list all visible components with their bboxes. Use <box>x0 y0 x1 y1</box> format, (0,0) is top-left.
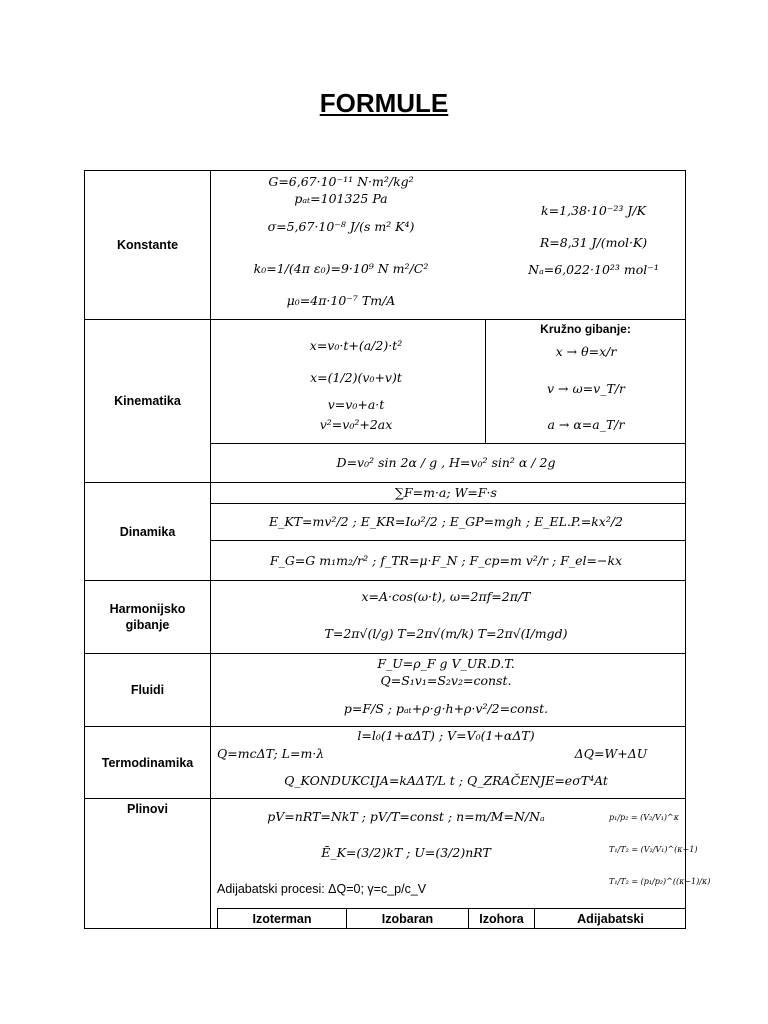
formula-bernoulli: p=F/S ; pₐₜ+ρ·g·h+ρ·v²/2=const. <box>343 701 549 716</box>
formula-gravitational-constant: G=6,67·10⁻¹¹ N·m²/kg² <box>268 174 414 189</box>
formula-ideal-gas: pV=nRT=NkT ; pV/T=const ; n=m/M=N/Nₐ <box>267 809 545 824</box>
formula-harmonic-position: x=A·cos(ω·t), ω=2πf=2π/T <box>361 589 531 604</box>
formula-table <box>84 170 711 929</box>
row-termodinamika <box>85 727 685 799</box>
page-title: FORMULE <box>319 88 449 118</box>
row-dinamika <box>85 483 685 581</box>
row-label: Plinovi <box>85 799 211 928</box>
row-label: Dinamika <box>85 483 211 580</box>
formula-adiabatic-pv: p₁/p₂ = (V₂/V₁)^κ <box>609 813 679 822</box>
row-label: Konstante <box>85 171 211 319</box>
formula-energies: E_KT=mv²/2 ; E_KR=Iω²/2 ; E_GP=mgh ; E_EL.P.=kx²/2 <box>268 514 624 529</box>
row-harmonijsko-gibanje <box>85 581 685 654</box>
formula-adiabatic-tp: T₁/T₂ = (p₁/p₂)^((κ−1)/κ) <box>609 877 711 886</box>
formula-conduction-radiation: Q_KONDUKCIJA=kAΔT/L t ; Q_ZRAČENJE=eσT⁴At <box>284 773 608 788</box>
formula-stefan-boltzmann: σ=5,67·10⁻⁸ J/(s m² K⁴) <box>267 219 415 234</box>
formula-velocity-squared: v²=v₀²+2ax <box>319 417 393 432</box>
formula-position-average: x=(1/2)(v₀+v)t <box>310 370 402 385</box>
row-label: Kinematika <box>85 320 211 482</box>
row-fluidi <box>85 654 685 727</box>
column-adijabatski: Adijabatski <box>577 911 644 926</box>
formula-angular-velocity: v → ω=v_T/r <box>547 381 625 396</box>
formula-thermal-expansion: l=l₀(1+αΔT) ; V=V₀(1+αΔT) <box>357 728 535 743</box>
formula-gas-constant: R=8,31 J/(mol·K) <box>539 235 648 250</box>
formula-angular-acceleration: a → α=a_T/r <box>547 417 625 432</box>
row-plinovi <box>85 799 711 928</box>
formula-buoyancy: F_U=ρ_F g V_UR.D.T. <box>377 656 515 671</box>
circular-motion-heading: Kružno gibanje: <box>540 322 631 336</box>
formula-avogadro: Nₐ=6,022·10²³ mol⁻¹ <box>528 262 659 277</box>
formula-projectile-range-height: D=v₀² sin 2α / g , H=v₀² sin² α / 2g <box>336 455 556 470</box>
formula-adiabatic-tv: T₁/T₂ = (V₂/V₁)^(κ−1) <box>609 845 698 854</box>
row-label: Termodinamika <box>85 727 211 798</box>
formula-permeability: μ₀=4π·10⁻⁷ Tm/A <box>286 293 396 308</box>
formula-heat: Q=mcΔT; L=m·λ <box>217 746 325 761</box>
column-izobaran: Izobaran <box>347 909 469 928</box>
row-kinematika <box>85 320 685 483</box>
adiabatic-processes: Adijabatski procesi: ΔQ=0; γ=c_p/c_V <box>217 882 427 896</box>
gas-process-table <box>217 908 685 928</box>
column-izohora: Izohora <box>469 909 535 928</box>
formula-forces: F_G=G m₁m₂/r² ; f_TR=μ·F_N ; F_cp=m v²/r ; F_el=−kx <box>269 553 623 568</box>
column-izoterman: Izoterman <box>218 909 347 928</box>
formula-continuity: Q=S₁v₁=S₂v₂=const. <box>380 673 512 688</box>
formula-periods: T=2π√(l/g) T=2π√(m/k) T=2π√(I/mgd) <box>324 626 568 641</box>
formula-newton-work: ∑F=m·a; W=F·s <box>395 485 497 500</box>
formula-atmospheric-pressure: pₐₜ=101325 Pa <box>294 191 388 206</box>
formula-kinetic-energy: Ē_K=(3/2)kT ; U=(3/2)nRT <box>321 845 491 860</box>
formula-velocity: v=v₀+a·t <box>327 397 385 412</box>
row-konstante <box>85 171 685 320</box>
formula-angle: x → θ=x/r <box>555 344 617 359</box>
formula-coulomb-constant: k₀=1/(4π ε₀)=9·10⁹ N m²/C² <box>253 261 429 276</box>
formula-boltzmann-constant: k=1,38·10⁻²³ J/K <box>541 203 646 218</box>
row-label: Harmonijsko gibanje <box>85 581 211 653</box>
formula-first-law: ΔQ=W+ΔU <box>574 746 648 761</box>
formula-position-acceleration: x=v₀·t+(a/2)·t² <box>309 338 403 353</box>
row-label: Fluidi <box>85 654 211 726</box>
